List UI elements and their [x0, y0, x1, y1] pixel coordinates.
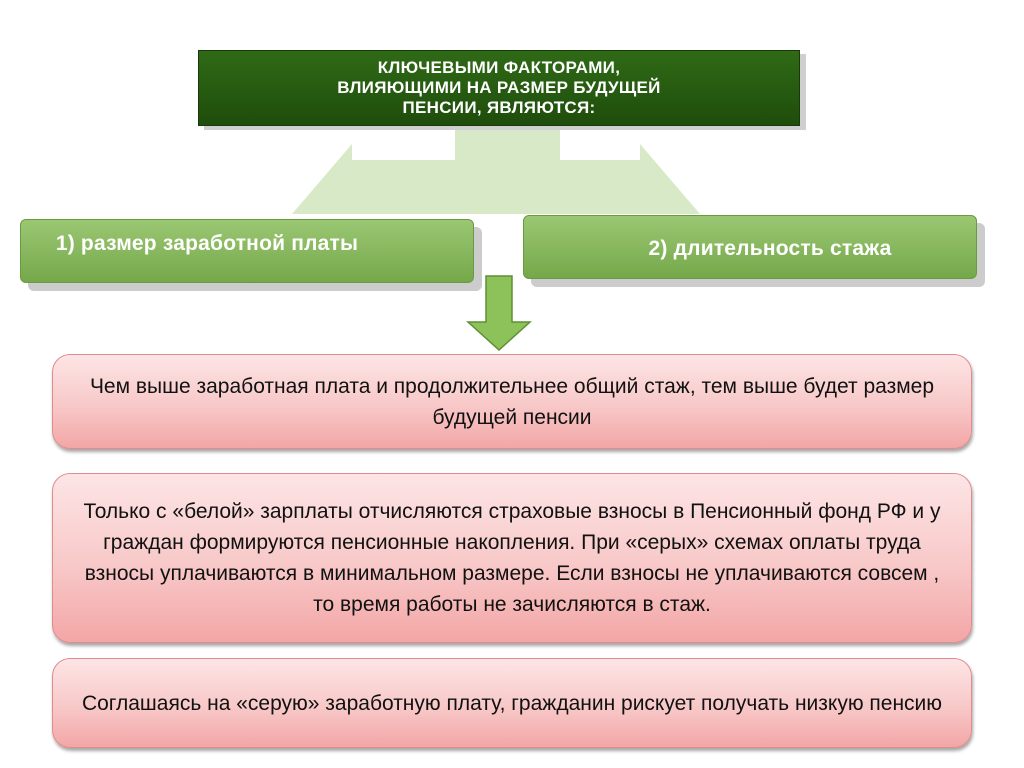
factor-salary-label: 1) размер заработной платы	[55, 232, 359, 255]
info-text-higher-salary: Чем выше заработная плата и продолжительнее общий стаж, тем выше будет размер будущей пенсии	[89, 374, 935, 429]
factor-experience-box	[523, 215, 977, 279]
info-text-grey-salary-risk: Соглашаясь на «серую» заработную плату, гражданин рискует получать низкую пенсию	[81, 691, 943, 715]
info-box-white-salary	[52, 473, 972, 643]
factor-salary-box	[20, 219, 474, 283]
info-box-grey-salary-risk	[52, 658, 972, 748]
info-text-white-salary: Только с «белой» зарплаты отчисляются страховые взносы в Пенсионный фонд РФ и у граждан формируются пенсионные накопления. При «серых» схемах оплаты труда взносы уплачиваются в минимальном размере. Если взносы не уплачиваются совсем , то время работы не зачисляются в стаж.	[83, 500, 941, 616]
down-arrow	[468, 276, 530, 350]
key-factors-title-box	[198, 50, 800, 126]
info-box-higher-salary	[52, 354, 972, 449]
factor-experience-label: 2) длительность стажа	[648, 237, 892, 260]
split-arrow	[292, 124, 700, 214]
key-factors-title: КЛЮЧЕВЫМИ ФАКТОРАМИ, ВЛИЯЮЩИМИ НА РАЗМЕР БУДУЩЕЙ ПЕНСИИ, ЯВЛЯЮТСЯ:	[337, 58, 661, 117]
